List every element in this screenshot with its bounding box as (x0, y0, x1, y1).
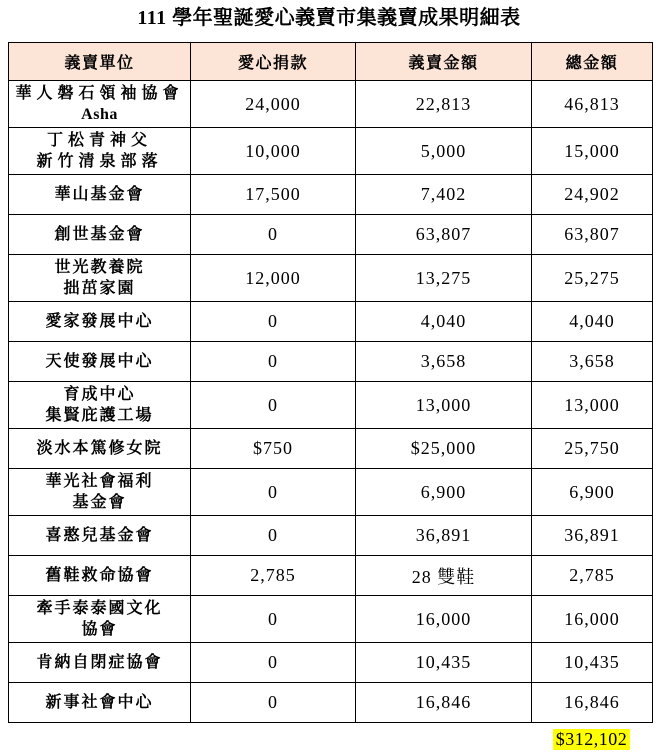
unit-name-line: 世光教養院 (54, 259, 145, 276)
unit-cell (9, 382, 191, 429)
unit-name-line: 基金會 (72, 494, 127, 511)
donation-cell: $750 (191, 429, 356, 469)
table-row (9, 302, 653, 342)
donation-cell: 0 (191, 469, 356, 516)
unit-name-line: 新事社會中心 (45, 694, 154, 711)
table-row (9, 255, 653, 302)
header-total: 總金額 (532, 43, 653, 81)
donation-cell: 2,785 (191, 556, 356, 596)
sales-cell: 63,807 (356, 215, 532, 255)
header-sales: 義賣金額 (356, 43, 532, 81)
grand-total-box (531, 729, 652, 750)
total-cell: 15,000 (532, 128, 653, 175)
donation-cell: 12,000 (191, 255, 356, 302)
total-cell: 16,846 (532, 683, 653, 723)
donation-cell: 0 (191, 516, 356, 556)
unit-name-line: 新竹清泉部落 (36, 153, 163, 170)
unit-name-line: 丁松青神父 (46, 132, 152, 149)
sales-cell: 16,846 (356, 683, 532, 723)
total-cell: 25,750 (532, 429, 653, 469)
unit-name-line: 肯納自閉症協會 (36, 654, 163, 671)
donation-cell: 24,000 (191, 81, 356, 128)
unit-name-line: 華光社會福利 (45, 473, 154, 490)
total-cell: 4,040 (532, 302, 653, 342)
table-row (9, 683, 653, 723)
sales-cell: 3,658 (356, 342, 532, 382)
donation-cell: 0 (191, 342, 356, 382)
unit-name-line: 協會 (81, 621, 118, 638)
unit-name-line: 天使發展中心 (45, 353, 154, 370)
total-cell: 3,658 (532, 342, 653, 382)
donation-cell: 0 (191, 596, 356, 643)
table-row (9, 643, 653, 683)
table-row (9, 429, 653, 469)
sales-cell: 10,435 (356, 643, 532, 683)
unit-cell (9, 342, 191, 382)
unit-cell (9, 429, 191, 469)
donation-cell: 0 (191, 302, 356, 342)
total-cell: 63,807 (532, 215, 653, 255)
total-cell: 10,435 (532, 643, 653, 683)
unit-name-line: 淡水本篤修女院 (36, 440, 163, 457)
sales-cell: 5,000 (356, 128, 532, 175)
unit-cell (9, 81, 191, 128)
donation-cell: 0 (191, 643, 356, 683)
table-row (9, 175, 653, 215)
unit-cell (9, 215, 191, 255)
donation-cell: 0 (191, 382, 356, 429)
table-body (9, 81, 653, 723)
table-row (9, 596, 653, 643)
unit-cell (9, 683, 191, 723)
total-cell: 16,000 (532, 596, 653, 643)
table-row (9, 215, 653, 255)
sales-cell: 13,000 (356, 382, 532, 429)
sales-cell: 16,000 (356, 596, 532, 643)
donation-cell: 17,500 (191, 175, 356, 215)
unit-name-line: 華山基金會 (54, 186, 145, 203)
sales-cell: 22,813 (356, 81, 532, 128)
unit-cell (9, 175, 191, 215)
sales-cell: 4,040 (356, 302, 532, 342)
unit-name-line: 育成中心 (63, 386, 136, 403)
table-row (9, 81, 653, 128)
unit-cell (9, 556, 191, 596)
unit-name-line: Asha (81, 106, 118, 123)
results-table (8, 42, 653, 723)
table-row (9, 516, 653, 556)
total-cell: 2,785 (532, 556, 653, 596)
header-unit: 義賣單位 (9, 43, 191, 81)
total-cell: 13,000 (532, 382, 653, 429)
total-cell: 25,275 (532, 255, 653, 302)
donation-cell: 10,000 (191, 128, 356, 175)
header-row (9, 43, 653, 81)
unit-name-line: 華人磐石領袖協會 (15, 85, 184, 102)
unit-cell (9, 302, 191, 342)
unit-name-line: 創世基金會 (54, 226, 145, 243)
unit-cell (9, 469, 191, 516)
unit-name-line: 集賢庇護工場 (45, 407, 154, 424)
unit-name-line: 喜憨兒基金會 (45, 527, 154, 544)
unit-cell (9, 643, 191, 683)
total-cell: 6,900 (532, 469, 653, 516)
donation-cell: 0 (191, 683, 356, 723)
total-cell: 36,891 (532, 516, 653, 556)
page-title: 111 學年聖誕愛心義賣市集義賣成果明細表 (137, 7, 521, 29)
sales-cell: 7,402 (356, 175, 532, 215)
sales-cell: 28 雙鞋 (356, 556, 532, 596)
table-header (9, 43, 653, 81)
unit-name-line: 舊鞋救命協會 (45, 567, 154, 584)
donation-cell: 0 (191, 215, 356, 255)
unit-name-line: 拙茁家園 (63, 280, 136, 297)
unit-cell (9, 128, 191, 175)
table-row (9, 382, 653, 429)
sales-cell: 36,891 (356, 516, 532, 556)
unit-cell (9, 596, 191, 643)
total-cell: 24,902 (532, 175, 653, 215)
total-cell: 46,813 (532, 81, 653, 128)
header-donation: 愛心捐款 (191, 43, 356, 81)
unit-cell (9, 255, 191, 302)
table-row (9, 128, 653, 175)
unit-cell (9, 516, 191, 556)
unit-name-line: 牽手泰泰國文化 (36, 600, 163, 617)
table-row (9, 342, 653, 382)
table-row (9, 469, 653, 516)
sales-cell: $25,000 (356, 429, 532, 469)
sales-cell: 13,275 (356, 255, 532, 302)
sales-cell: 6,900 (356, 469, 532, 516)
grand-total: $312,102 (553, 729, 631, 750)
table-row (9, 556, 653, 596)
unit-name-line: 愛家發展中心 (45, 313, 154, 330)
